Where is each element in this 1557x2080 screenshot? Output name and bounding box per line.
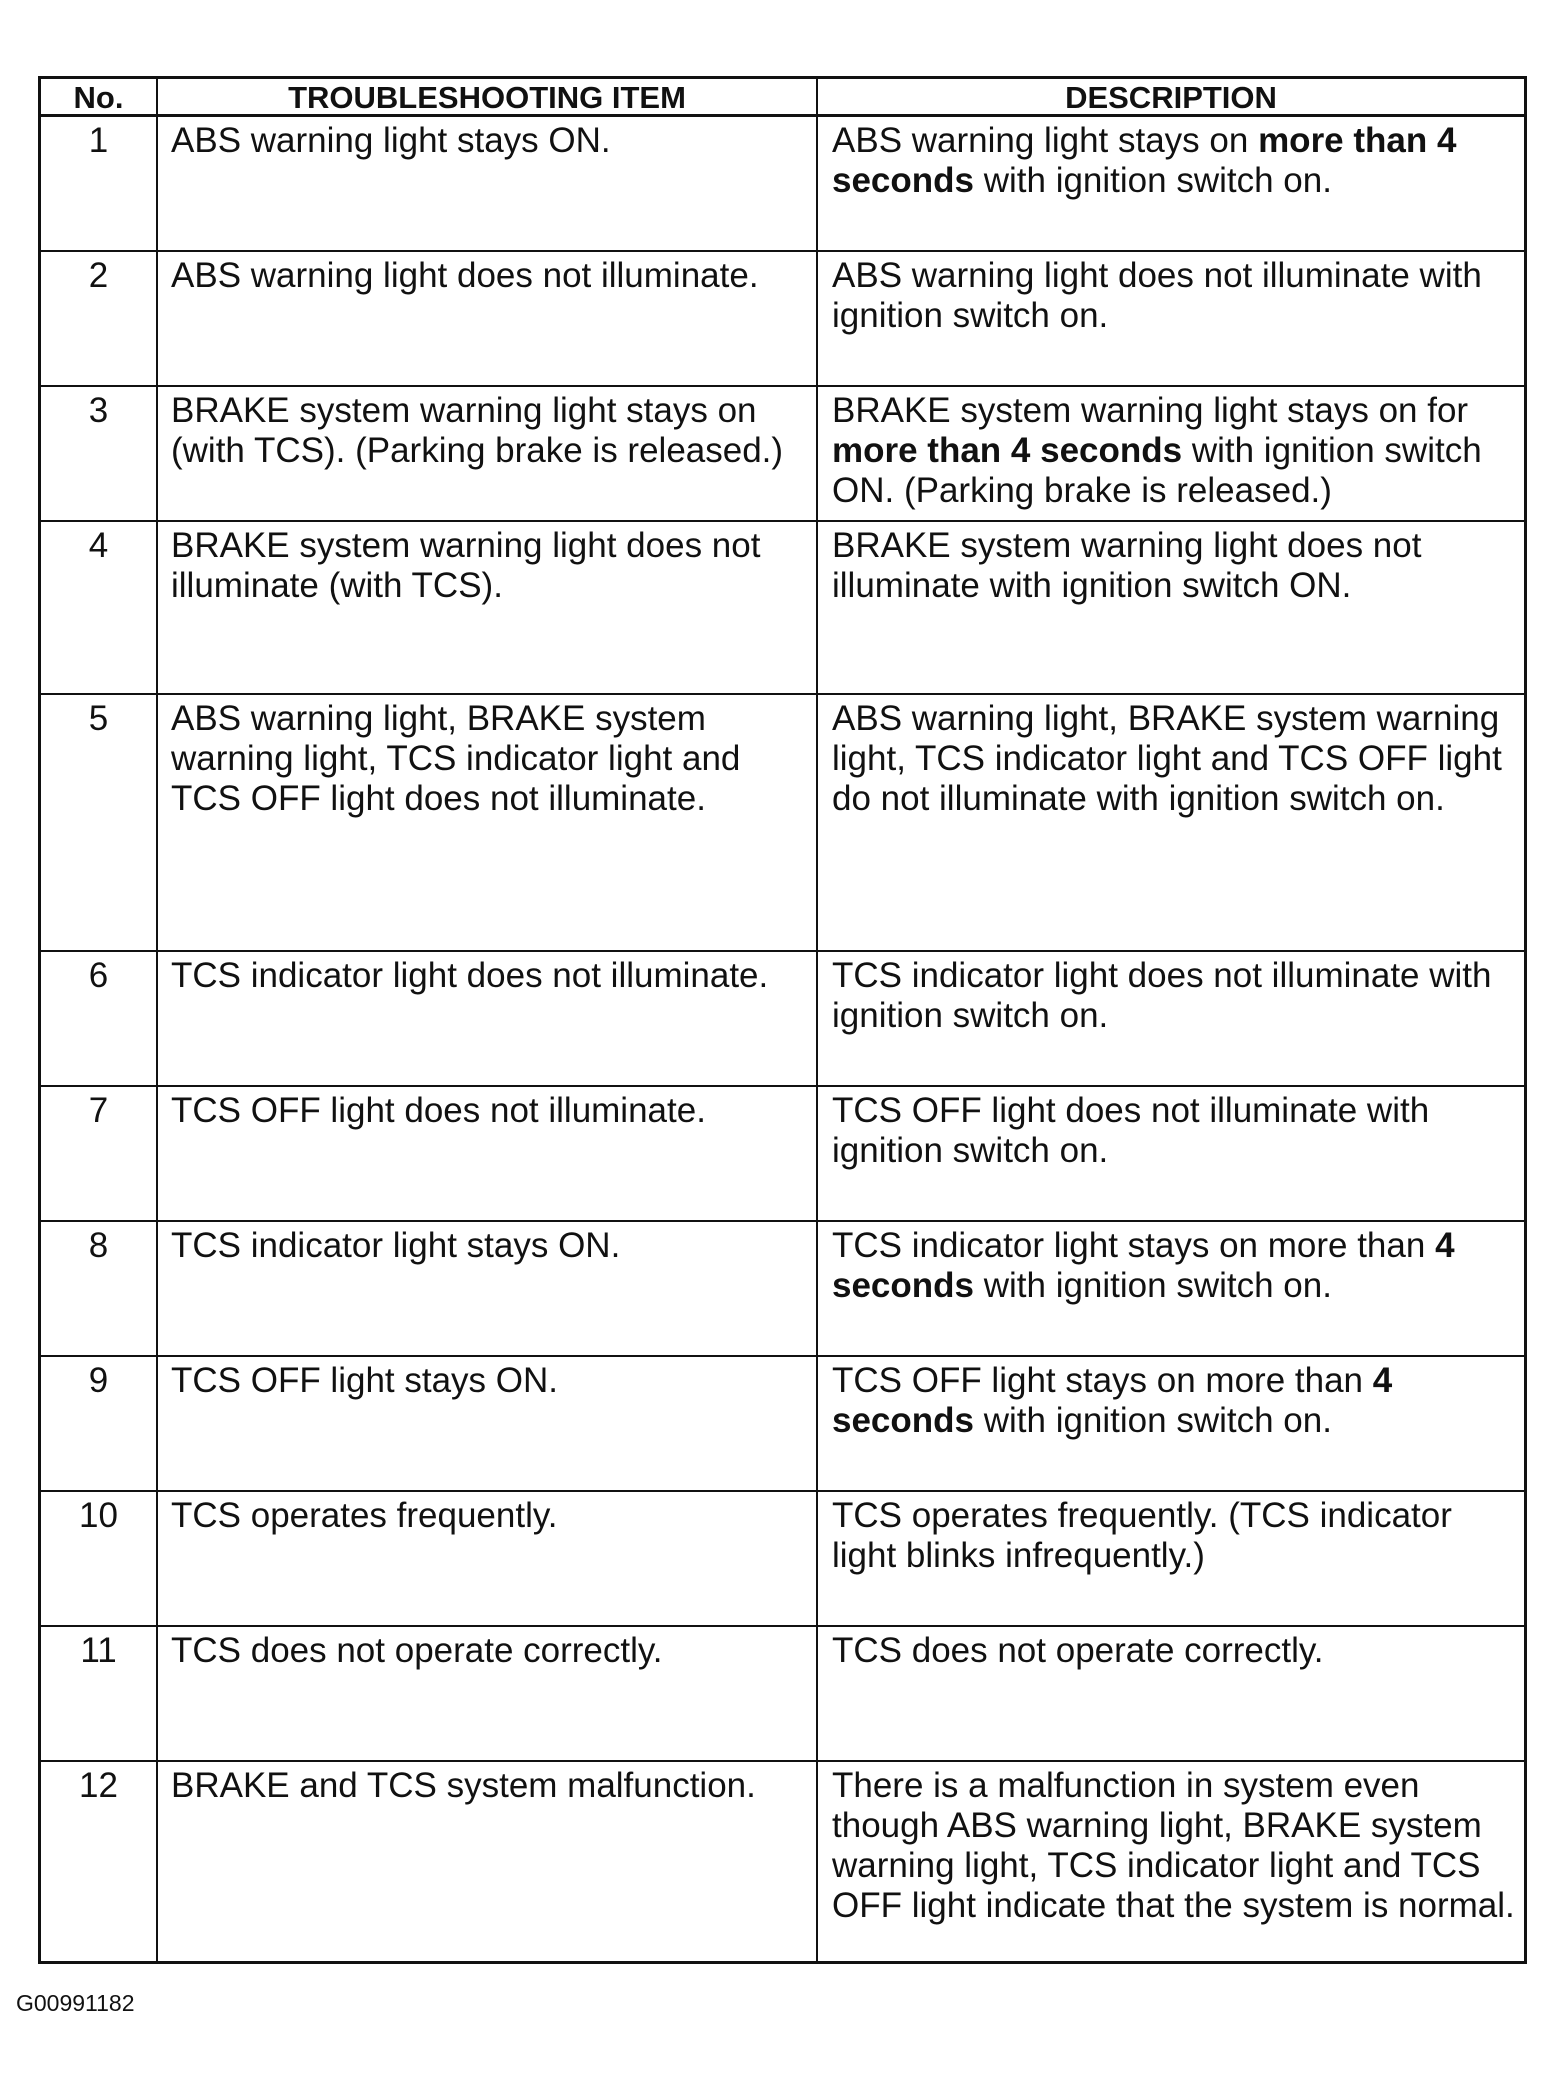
row-number: 5 [41,695,158,952]
description-cell [818,1492,1524,1627]
description-emphasis: more than 4 seconds [832,431,1183,470]
row-number: 7 [41,1087,158,1222]
description-text: TCS OFF light does not illuminate with ignition switch on. [832,1091,1430,1170]
description-cell [818,1087,1524,1222]
description-text: ABS warning light, BRAKE system warning light, TCS indicator light and TCS OFF light do not illuminate with ignition switch on. [832,699,1502,818]
troubleshooting-item-cell: TCS operates frequently. [158,1492,818,1627]
description-cell [818,387,1524,522]
description-text: with ignition switch ON. (Parking brake is released.) [832,431,1482,510]
description-cell [818,522,1524,695]
description-text: BRAKE system warning light does not illuminate with ignition switch ON. [832,526,1422,605]
troubleshooting-item-cell: BRAKE system warning light does not illuminate (with TCS). [158,522,818,695]
description-text: TCS indicator light stays on more than [832,1226,1436,1265]
row-number: 9 [41,1357,158,1492]
figure-code: G00991182 [16,1990,135,2016]
description-text: ABS warning light does not illuminate with ignition switch on. [832,256,1482,335]
description-emphasis: 4 seconds [832,1361,1393,1440]
description-cell [818,1222,1524,1357]
description-text: BRAKE system warning light stays on for [832,391,1469,430]
troubleshooting-item-cell: TCS indicator light stays ON. [158,1222,818,1357]
description-text: with ignition switch on. [974,161,1332,200]
header-troubleshooting-item: TROUBLESHOOTING ITEM [158,79,818,117]
description-cell [818,1627,1524,1762]
description-cell [818,695,1524,952]
row-number: 12 [41,1762,158,1961]
description-text: TCS does not operate correctly. [832,1631,1324,1670]
troubleshooting-item-cell: ABS warning light stays ON. [158,117,818,252]
header-description: DESCRIPTION [818,79,1524,117]
troubleshooting-table [38,76,1527,1964]
row-number: 10 [41,1492,158,1627]
troubleshooting-item-cell: TCS OFF light does not illuminate. [158,1087,818,1222]
header-no: No. [41,79,158,117]
troubleshooting-item-cell: BRAKE system warning light stays on (with TCS). (Parking brake is released.) [158,387,818,522]
description-text: TCS indicator light does not illuminate with ignition switch on. [832,956,1492,1035]
description-emphasis: 4 seconds [832,1226,1455,1305]
description-text: with ignition switch on. [974,1401,1332,1440]
description-text: ABS warning light stays on [832,121,1259,160]
troubleshooting-item-cell: BRAKE and TCS system malfunction. [158,1762,818,1961]
description-text: TCS operates frequently. (TCS indicator light blinks infrequently.) [832,1496,1452,1575]
troubleshooting-item-cell: ABS warning light does not illuminate. [158,252,818,387]
row-number: 8 [41,1222,158,1357]
troubleshooting-item-cell: ABS warning light, BRAKE system warning light, TCS indicator light and TCS OFF light does not illuminate. [158,695,818,952]
description-cell [818,1762,1524,1961]
description-cell [818,117,1524,252]
troubleshooting-item-cell: TCS does not operate correctly. [158,1627,818,1762]
row-number: 3 [41,387,158,522]
description-text: There is a malfunction in system even though ABS warning light, BRAKE system warning light, TCS indicator light and TCS OFF light indicate that the system is normal. [832,1766,1515,1925]
troubleshooting-item-cell: TCS indicator light does not illuminate. [158,952,818,1087]
description-cell [818,952,1524,1087]
troubleshooting-item-cell: TCS OFF light stays ON. [158,1357,818,1492]
description-cell [818,252,1524,387]
description-text: with ignition switch on. [974,1266,1332,1305]
row-number: 1 [41,117,158,252]
description-emphasis: more than 4 seconds [832,121,1457,200]
description-text: TCS OFF light stays on more than [832,1361,1373,1400]
row-number: 2 [41,252,158,387]
row-number: 4 [41,522,158,695]
row-number: 6 [41,952,158,1087]
row-number: 11 [41,1627,158,1762]
description-cell [818,1357,1524,1492]
